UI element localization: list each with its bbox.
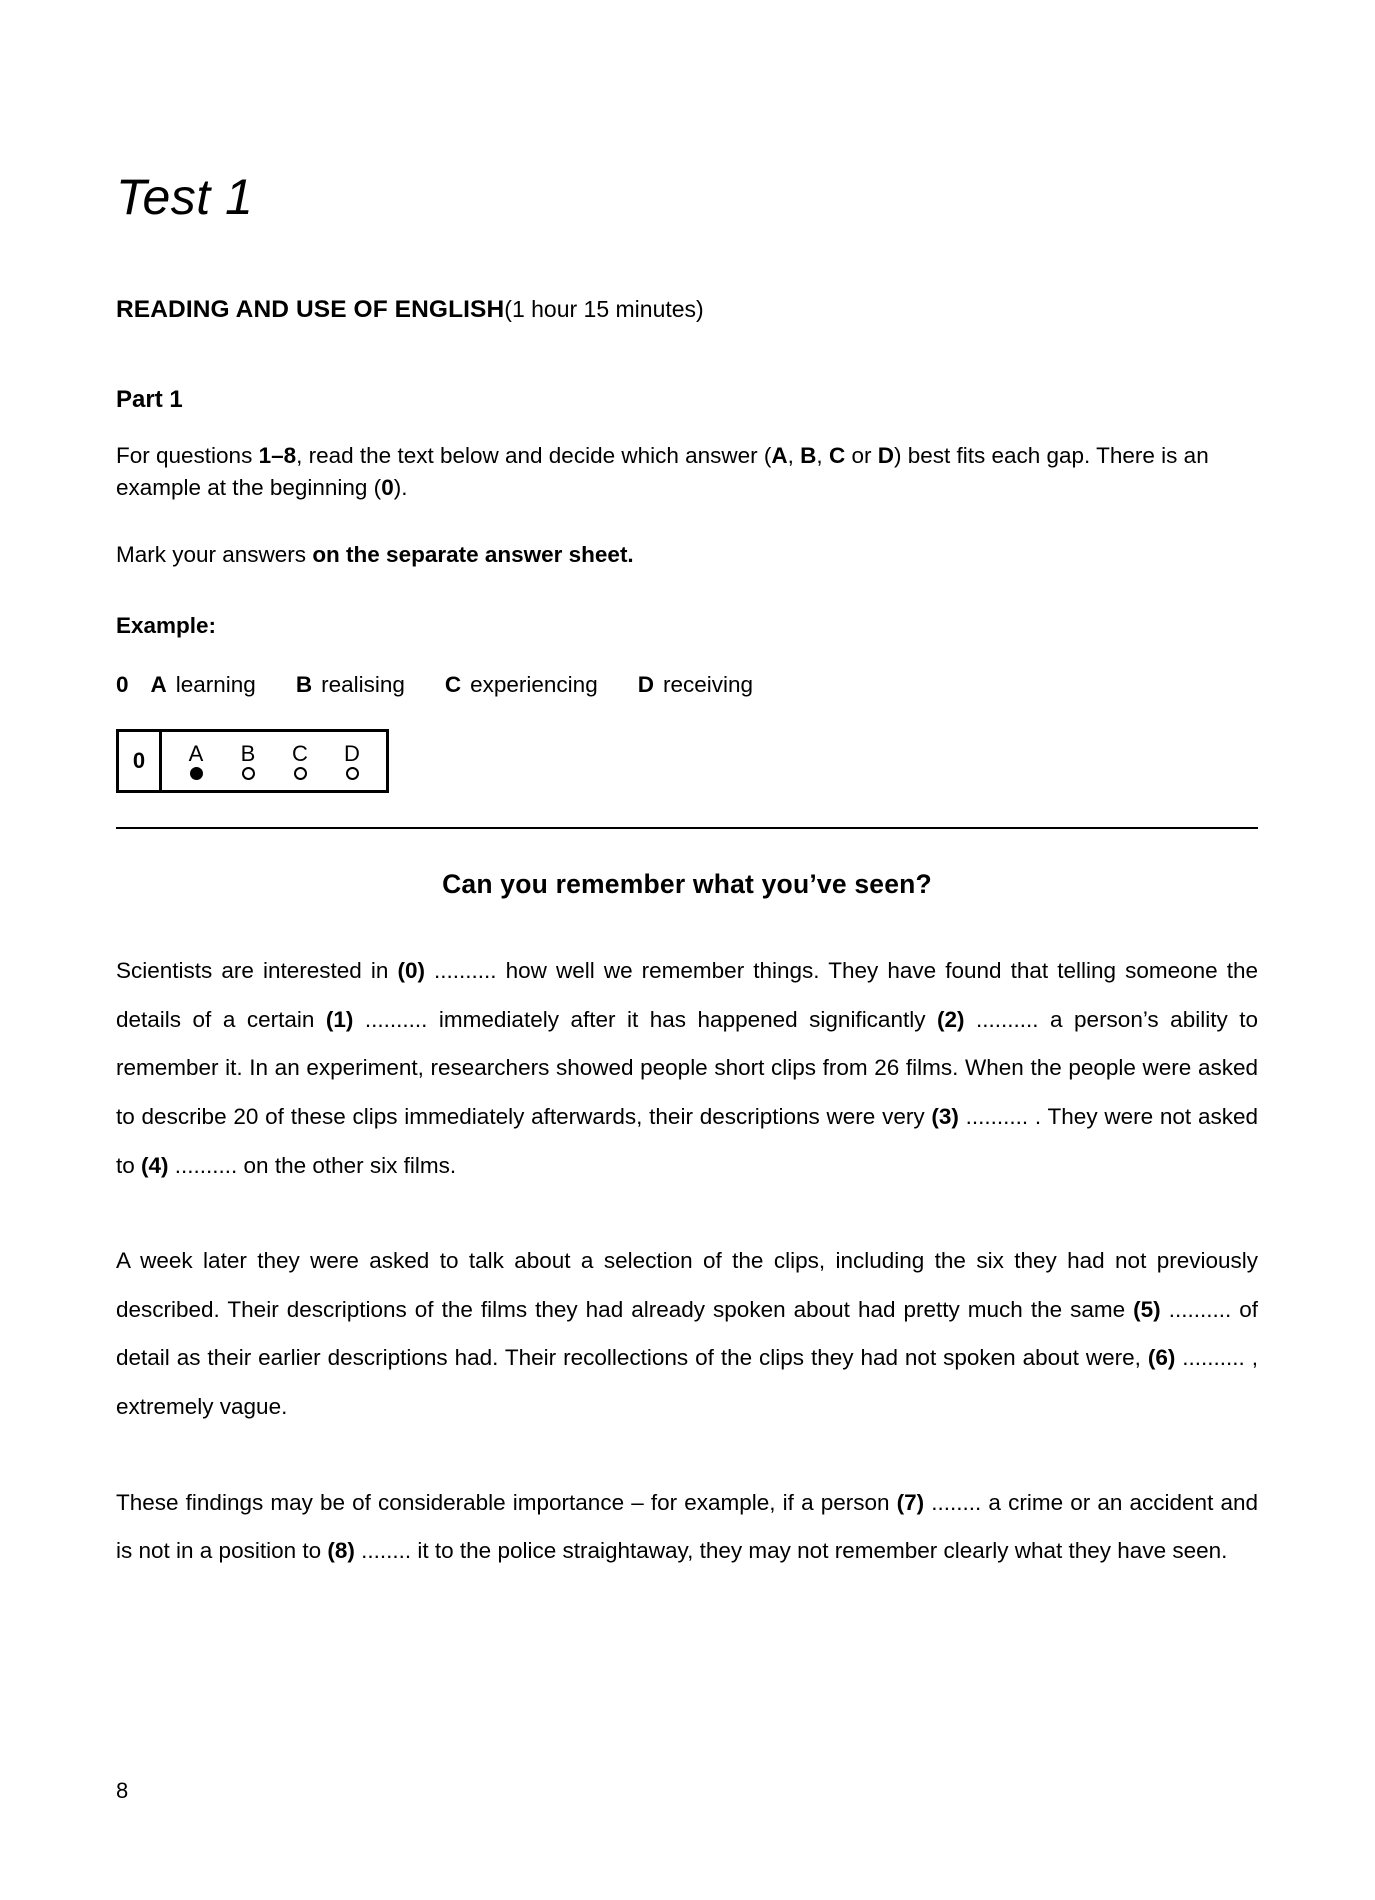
example-option-b-letter: B	[295, 672, 313, 697]
answer-sheet-instruction	[116, 504, 1258, 571]
article-body	[116, 900, 1258, 1576]
example-gap-number: 0	[381, 475, 394, 501]
article-title: Can you remember what you’ve seen?	[442, 869, 932, 900]
article-paragraph	[116, 1432, 1258, 1576]
answer-grid-letter-a: A	[188, 740, 204, 766]
gap-number: (7)	[896, 1489, 925, 1515]
instruction-text-1: For questions	[116, 443, 259, 469]
article-paragraph	[116, 900, 1258, 1190]
answer-sheet-prefix: Mark your answers	[116, 542, 313, 568]
answer-grid-option-a[interactable]	[170, 732, 222, 790]
article-text-run: .......... immediately after it has happened significantly	[353, 1006, 937, 1032]
example-options-row	[116, 639, 1258, 699]
article-paragraph	[116, 1190, 1258, 1431]
gap-number: (4)	[141, 1152, 169, 1178]
option-letter-c: C	[828, 443, 846, 469]
gap-number: (1)	[325, 1006, 354, 1032]
page-content	[116, 0, 1258, 1576]
answer-grid-letter-b: B	[240, 740, 256, 766]
option-letter-d: D	[877, 443, 894, 469]
example-option-c	[445, 670, 598, 699]
instruction-text-4: ).	[393, 475, 408, 501]
question-range: 1–8	[258, 443, 297, 469]
answer-grid-row-label: 0	[119, 732, 162, 790]
article-text-run: .......... on the other six films.	[168, 1152, 457, 1178]
example-answer-grid	[116, 729, 389, 793]
example-option-a-letter: A	[150, 672, 167, 697]
example-option-a	[151, 670, 256, 699]
example-option-d-letter: D	[637, 672, 654, 697]
option-letter-b: B	[800, 443, 817, 469]
example-question-number: 0	[116, 672, 129, 697]
answer-grid-option-b[interactable]	[222, 732, 274, 790]
answer-grid-wrapper	[116, 699, 1258, 793]
example-option-a-text: learning	[175, 672, 256, 697]
section-heading-label: READING AND USE OF ENGLISH	[116, 296, 505, 323]
answer-bubble-b-icon[interactable]	[242, 767, 255, 780]
answer-bubble-a-filled-icon[interactable]	[190, 767, 203, 780]
gap-number: (3)	[931, 1104, 959, 1130]
page-number: 8	[116, 1778, 129, 1803]
instruction-text-3: ) best fits each gap. There is an example at the beginning (	[116, 443, 1209, 501]
article-text-run: Scientists are interested in	[116, 958, 398, 984]
instruction-sep-3: or	[845, 443, 878, 469]
example-option-c-text: experiencing	[470, 672, 598, 697]
gap-number: (6)	[1147, 1345, 1176, 1371]
example-option-b	[296, 670, 405, 699]
article-text-run: ........ it to the police straightaway, they may not remember clearly what they have seen.	[354, 1538, 1228, 1564]
answer-grid-option-d[interactable]	[326, 732, 378, 790]
answer-sheet-emphasis: on the separate answer sheet.	[312, 542, 634, 568]
article-text-run: .......... of detail as their earlier descriptions had. Their recollections of the clips they had not spoken about were,	[116, 1296, 1258, 1371]
article-text-run: .......... , extremely vague.	[116, 1345, 1258, 1419]
part-heading: Part 1	[116, 386, 183, 414]
article-text-run: .......... . They were not asked to	[116, 1104, 1258, 1178]
instruction-text-2: , read the text below and decide which answer (	[296, 443, 772, 469]
page-title: Test 1	[116, 169, 254, 225]
part-instructions	[116, 415, 1258, 504]
instruction-sep-1: ,	[787, 443, 801, 469]
option-letter-a: A	[771, 443, 788, 469]
section-duration: (1 hour 15 minutes)	[504, 296, 704, 322]
gap-number: (8)	[327, 1538, 355, 1564]
article-text-run: .......... a person’s ability to remember it. In an experiment, researchers showed people short clips from 26 films. When the people were asked to describe 20 of these clips immediately afterwards, their descriptions were very	[116, 1006, 1258, 1130]
answer-grid-letter-d: D	[344, 740, 360, 766]
example-label: Example:	[116, 613, 217, 638]
article-text-run: These findings may be of considerable importance – for example, if a person	[116, 1489, 897, 1515]
answer-bubble-c-icon[interactable]	[294, 767, 307, 780]
example-option-b-text: realising	[321, 672, 405, 697]
answer-grid-option-c[interactable]	[274, 732, 326, 790]
example-option-d-text: receiving	[662, 672, 754, 697]
example-option-c-letter: C	[444, 672, 462, 697]
section-heading	[116, 222, 1258, 324]
answer-grid-letter-c: C	[292, 740, 308, 766]
instruction-sep-2: ,	[816, 443, 829, 469]
article-text-run: ........ a crime or an accident and is not in a position to	[116, 1489, 1258, 1564]
answer-bubble-d-icon[interactable]	[346, 767, 359, 780]
article-text-run: .......... how well we remember things. They have found that telling someone the details of a certain	[116, 958, 1258, 1032]
gap-number: (0)	[397, 958, 425, 984]
article-text-run: A week later they were asked to talk about a selection of the clips, including the six they had not previously described. Their descriptions of the films they had already spoken about had pretty much the same	[116, 1248, 1258, 1322]
gap-number: (5)	[1133, 1296, 1161, 1322]
gap-number: (2)	[936, 1006, 965, 1032]
example-option-d	[638, 670, 753, 699]
